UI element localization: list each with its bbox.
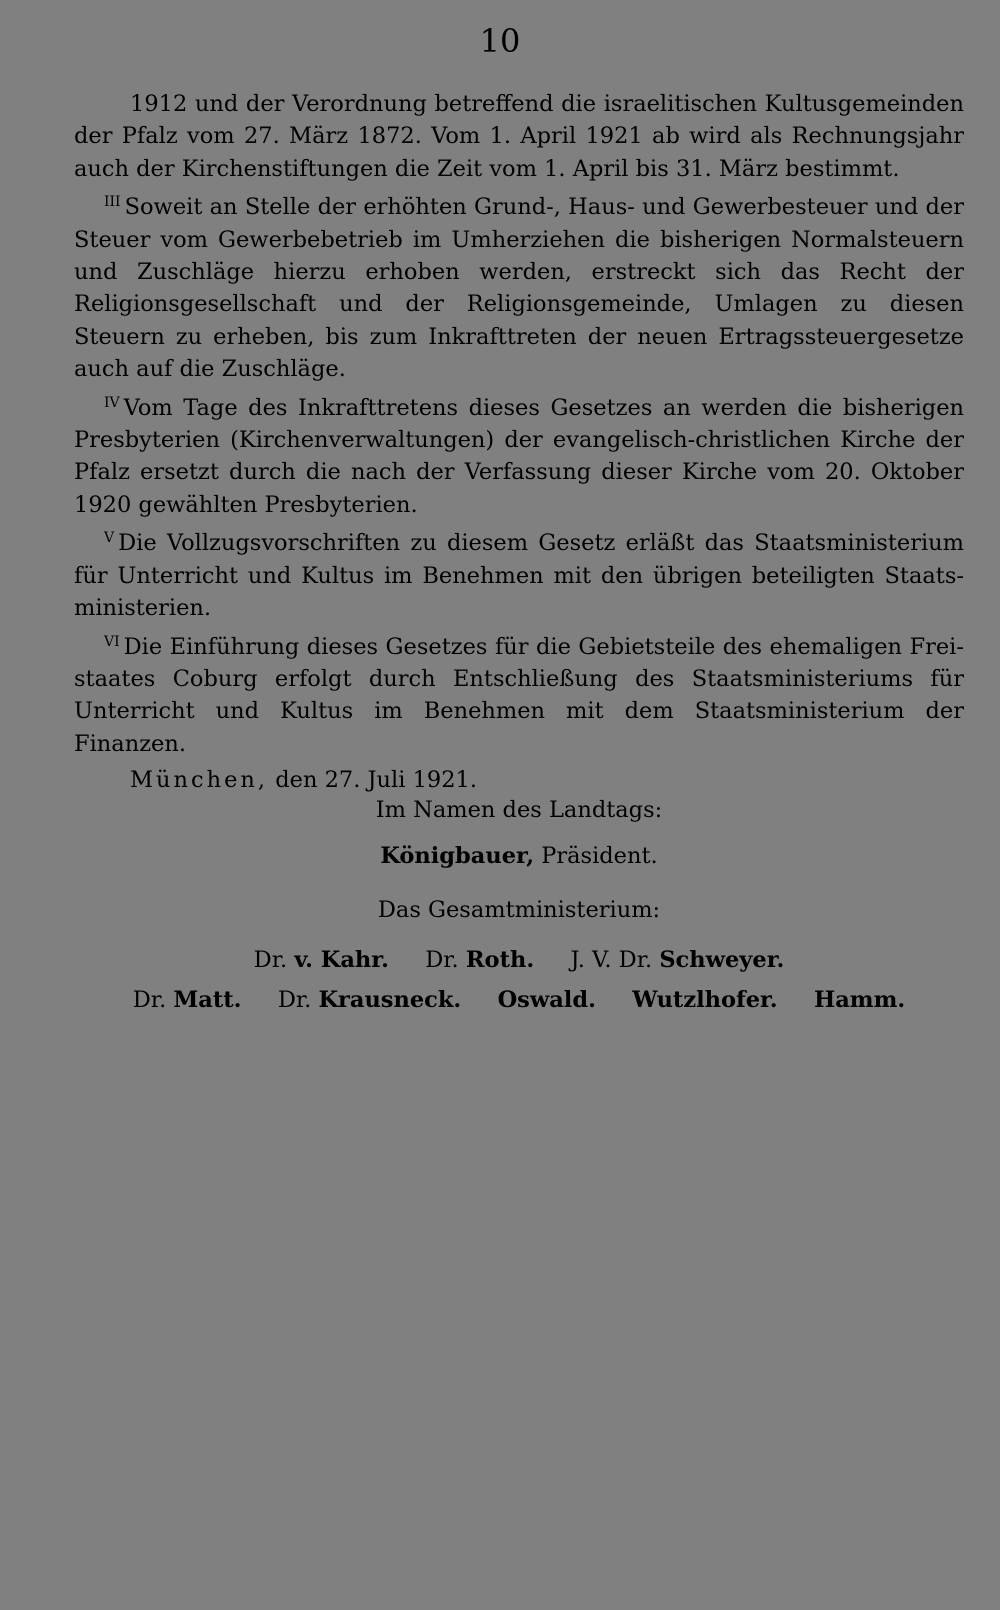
minister-name: v. Kahr.: [294, 947, 389, 973]
president-name: Königbauer,: [380, 843, 535, 869]
minister-row-2: [74, 980, 964, 1020]
signature-block: [74, 792, 964, 1020]
paragraph-marker: VI: [104, 633, 120, 650]
minister-name: Schweyer.: [659, 947, 785, 973]
paragraph-marker: V: [104, 530, 115, 547]
body-text: [74, 88, 964, 798]
landtag-heading: Im Namen des Landtags:: [375, 797, 663, 823]
minister-name: Matt.: [173, 987, 242, 1013]
minister-prefix: Dr.: [253, 947, 288, 973]
date: den 27. Juli 1921.: [275, 767, 477, 794]
minister-name: Hamm.: [813, 987, 906, 1013]
paragraph-marker: III: [104, 194, 121, 211]
minister-prefix: J. V. Dr.: [570, 947, 653, 973]
paragraph-iii: [74, 186, 964, 385]
minister-prefix: Dr.: [277, 987, 312, 1013]
president-title: Präsident.: [541, 843, 658, 869]
minister-prefix: Dr.: [132, 987, 167, 1013]
minister-name: Roth.: [465, 947, 535, 973]
minister-prefix: Dr.: [425, 947, 459, 973]
paragraph-text: Die Einführung dieses Gesetzes für die Gebietsteile des ehemaligen Freistaates Coburg erfolgt durch Entschließung des Staatsministeriums für Unterricht und Kultus im Benehmen mit dem Staatsministerium der Finanzen.: [74, 633, 964, 757]
paragraph-v: [74, 522, 964, 624]
minister-name: Krausneck.: [318, 987, 462, 1013]
minister-name: Wutzlhofer.: [632, 987, 778, 1013]
minister-name: Oswald.: [497, 987, 596, 1013]
page-number: 10: [479, 22, 521, 60]
paragraph-vi: [74, 626, 964, 761]
paragraph-text: Soweit an Stelle der erhöhten Grund-, Haus- und Gewerbesteuer und der Steuer vom Gewerbebetrieb im Umherziehen die bisherigen Normalsteuern und Zuschläge hierzu erhoben werden, erstreckt sich das Recht der Religionsgesellschaft und der Religionsgemeinde, Umlagen zu diesen Steuern zu erheben, bis zum Inkrafttreten der neuen Ertragssteuergesetze auch auf die Zuschläge.: [74, 194, 964, 383]
ministry-heading: Das Gesamtministerium:: [377, 897, 661, 923]
paragraph-text: Die Vollzugsvorschriften zu diesem Gesetz erläßt das Staatsministerium für Unterricht und Kultus im Benehmen mit den übrigen beteiligten Staatsministerien.: [74, 530, 964, 622]
president-line: [74, 836, 964, 876]
paragraph-text: Vom Tage des Inkrafttretens dieses Gesetzes an werden die bisherigen Presbyterien (Kirchenverwaltungen) der evangelisch-christlichen Kirche der Pfalz ersetzt durch die nach der Verfassung dieser Kirche vom 20. Oktober 1920 gewählten Presbyterien.: [74, 394, 964, 518]
minister-row-1: [74, 940, 964, 980]
paragraph-iv: [74, 387, 964, 522]
paragraph-continuation: 1912 und der Verordnung betreffend die israelitischen Kultusgemeinden der Pfalz vom 27. März 1872. Vom 1. April 1921 ab wird als Rechnungsjahr auch der Kirchenstiftungen die Zeit vom 1. April bis 31. März bestimmt.: [74, 91, 964, 182]
city: München,: [130, 767, 269, 794]
paragraph-marker: IV: [104, 394, 120, 411]
